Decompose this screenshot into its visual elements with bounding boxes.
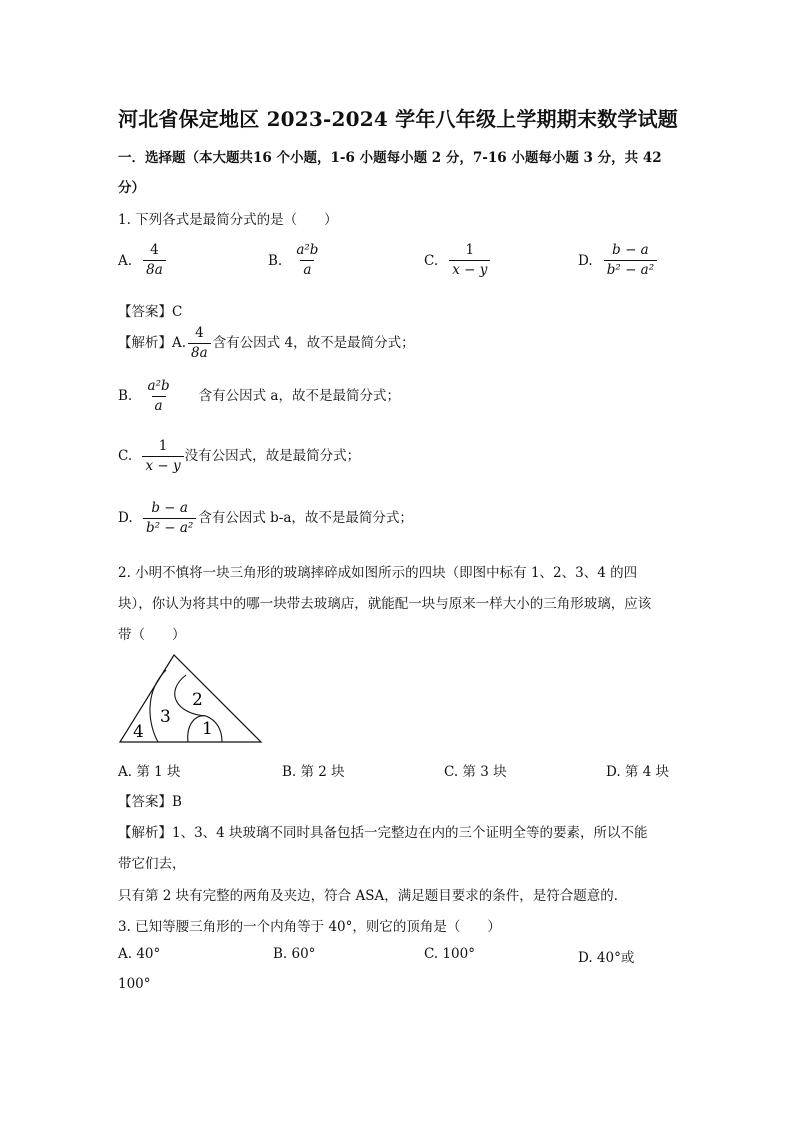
numerator: b − a [612,242,649,258]
crack-line [150,670,166,742]
denominator: x − y [449,260,490,279]
q1-answer: 【答案】C [118,304,183,320]
q1-option-c [424,242,490,279]
numerator: 1 [465,242,475,258]
numerator: 1 [158,438,168,454]
denominator: 8a [188,343,211,362]
q3-stem: 3. 已知等腰三角形的一个内角等于 40°，则它的顶角是（ ） [118,919,501,935]
fraction [143,500,196,537]
denominator: a [152,396,166,415]
q1-stem: 1. 下列各式是最简分式的是（ ） [118,212,338,228]
q2-analysis-line3: 只有第 2 块有完整的两角及夹边，符合 ASA，满足题目要求的条件，是符合题意的． [118,888,628,904]
analysis-text: 含有公因式 4，故不是最简分式； [212,334,415,351]
analysis-text: 含有公因式 a，故不是最简分式； [198,387,400,404]
figure-label-4: 4 [133,722,144,742]
q2-stem-line2: 块），你认为将其中的哪一块带去玻璃店，就能配一块与原来一样大小的三角形玻璃，应该 [118,596,652,612]
q2-option-d: D. 第 4 块 [606,764,670,780]
q2-analysis-line1: 【解析】1、3、4 块玻璃不同时具备包括一完整边在内的三个证明全等的要素，所以不能 [118,825,648,841]
q1-analysis-a [118,325,415,362]
q2-analysis-line2: 带它们去， [118,856,186,872]
numerator: b − a [151,500,188,516]
analysis-prefix: 【解析】A. [118,334,187,351]
q2-option-c: C. 第 3 块 [444,764,507,780]
section-heading: 一．选择题（本大题共16 个小题，1-6 小题每小题 2 分，7-16 小题每小题 3 分，共 42 [118,150,662,166]
option-label: C. [424,252,439,269]
q2-stem-line1: 2. 小明不慎将一块三角形的玻璃摔碎成如图所示的四块（即图中标有 1、2、3、4 的四 [118,565,638,581]
analysis-text: 没有公因式，故是最简分式； [184,447,361,464]
page-title: 河北省保定地区 2023-2024 学年八年级上学期期末数学试题 [118,107,678,131]
option-label: A. [118,252,133,269]
denominator: a [300,260,314,279]
numerator: a²b [147,378,170,394]
numerator: 4 [195,325,204,341]
q2-option-a: A. 第 1 块 [118,764,181,780]
fraction [604,242,657,279]
analysis-label: B. [118,387,133,404]
q1-option-a [118,242,166,279]
q2-answer: 【答案】B [118,794,182,810]
fraction [143,242,166,279]
fraction [142,438,183,475]
figure-label-2: 2 [192,690,203,710]
fraction [293,242,321,279]
denominator: b² − a² [604,260,657,279]
q2-stem-line3: 带（ ） [118,627,186,643]
q3-option-b: B. 60° [273,946,316,962]
q1-analysis-c [118,438,360,475]
analysis-text: 含有公因式 b-a，故不是最简分式； [198,509,413,526]
q3-option-c: C. 100° [424,946,475,962]
analysis-label: C. [118,447,133,464]
broken-triangle-figure [116,652,266,746]
q2-option-b: B. 第 2 块 [282,764,345,780]
q1-option-d [578,242,657,279]
fraction [145,378,173,415]
option-label: D. [578,252,593,269]
numerator: a²b [296,242,319,258]
numerator: 4 [150,242,159,258]
denominator: b² − a² [143,518,196,537]
section-heading-cont: 分） [118,180,145,196]
fraction [188,325,211,362]
fraction [449,242,490,279]
analysis-label: D. [118,509,133,526]
q1-option-b [268,242,321,279]
figure-label-3: 3 [160,707,171,727]
option-label: B. [268,252,283,269]
denominator: 8a [143,260,166,279]
q1-analysis-b [118,378,400,415]
figure-label-1: 1 [202,719,213,739]
q3-option-a: A. 40° [118,946,161,962]
denominator: x − y [142,456,183,475]
q3-option-d: D. 40°或 [578,950,635,966]
q3-option-d-cont: 100° [118,976,151,992]
q1-analysis-d [118,500,413,537]
